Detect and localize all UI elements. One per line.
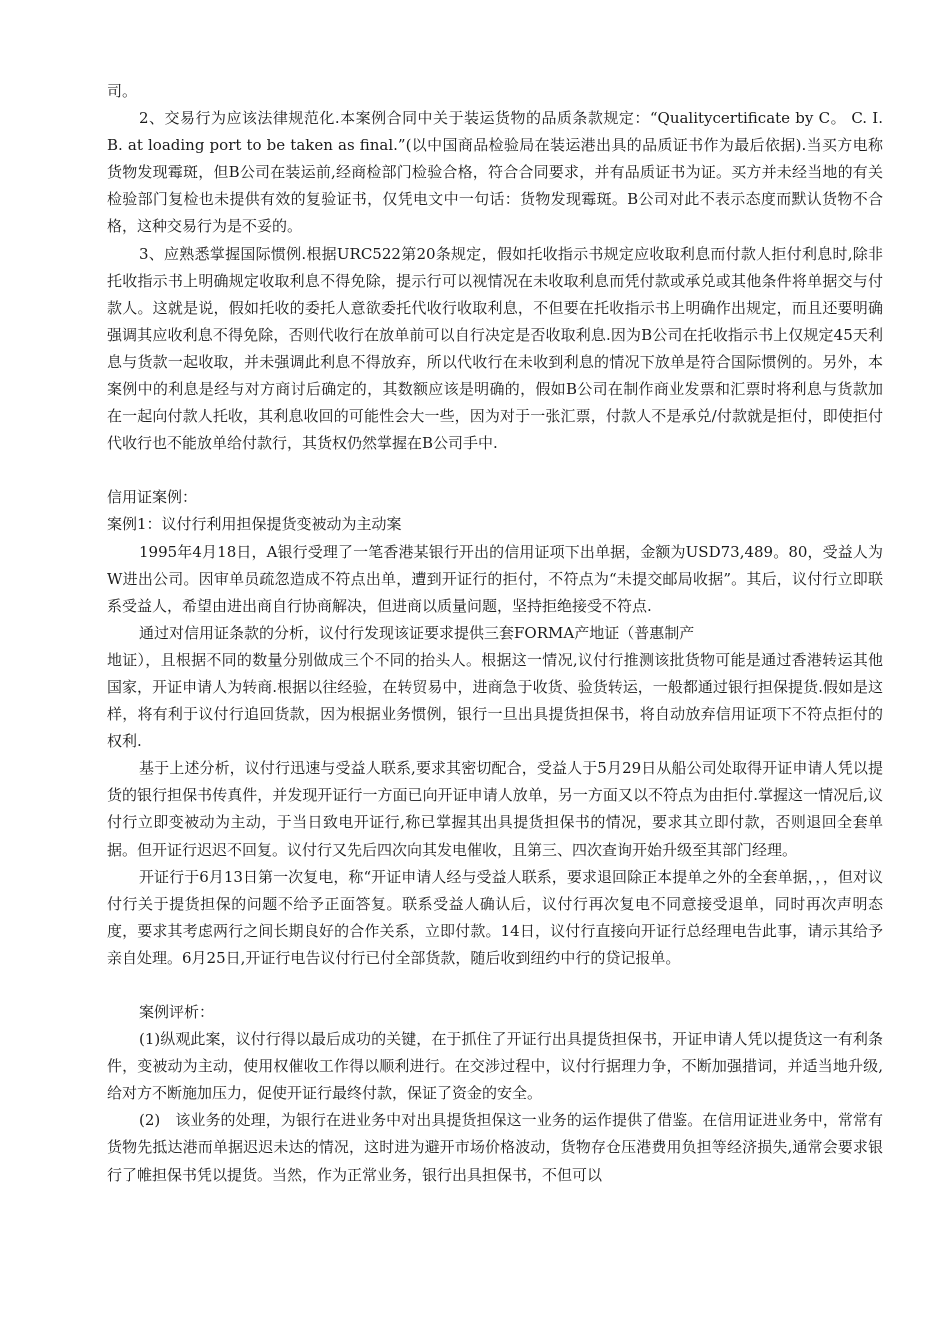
paragraph-case-intro: 1995年4月18日，A银行受理了一笔香港某银行开出的信用证项下出单据，金额为USD73,489。80，受益人为W进出公司。因审单员疏忽造成不符点出单，遭到开证行的拒付，不符点为“未提交邮局收据”。其后，议付行立即联系受益人，希望由进出商自行协商解决，但进商以质量问题，坚持拒绝接受不符点.	[107, 542, 883, 615]
spacer	[107, 457, 883, 484]
paragraph-action: 基于上述分析，议付行迅速与受益人联系,要求其密切配合，受益人于5月29日从船公司处取得开证申请人凭以提货的银行担保书传真件，并发现开证行一方面已向开证申请人放单，另一方面又以不符点为由拒付.掌握这一情况后,议付行立即变被动为主动，于当日致电开证行,称已掌握其出具提货担保书的情况，要求其立即付款，否则退回全套单据。但开证行迟迟不回复。议付行又先后四次向其发电催收，且第三、四次查询开始升级至其部门经理。	[107, 759, 883, 859]
paragraph-point-3: 3、应熟悉掌握国际惯例.根据URC522第20条规定，假如托收指示书规定应收取利息而付款人拒付利息时,除非托收指示书上明确规定收取利息不得免除，提示行可以视情况在未收取利息而凭付款或承兑或其他条件将单据交与付款人。这就是说，假如托收的委托人意欲委托代收行收取利息，不但要在托收指示书上明确作出规定，而且还要明确强调其应收利息不得免除，否则代收行在放单前可以自行决定是否收取利息.因为B公司在托收指示书上仅规定45天利息与货款一起收取，并未强调此利息不得放弃，所以代收行在未收到利息的情况下放单是符合国际惯例的。另外，本案例中的利息是经与对方商讨后确定的，其数额应该是明确的，假如B公司在制作商业发票和汇票时将利息与货款加在一起向付款人托收，其利息收回的可能性会大一些，因为对于一张汇票，付款人不是承兑/付款就是拒付，即使拒付代收行也不能放单给付款行，其货权仍然掌握在B公司手中.	[107, 244, 883, 453]
paragraph-point-2: 2、交易行为应该法律规范化.本案例合同中关于装运货物的品质条款规定：“Qualitycertificate by C。 C. I. B. at loading port to be taken as final.”(以中国商品检验局在装运港出具的品质证书作为最后依据).当买方电称货物发现霉斑，但B公司在装运前,经商检部门检验合格，符合合同要求，并有品质证书为证。买方并未经当地的有关检验部门复检也未提供有效的复验证书，仅凭电文中一句话：货物发现霉斑。B公司对此不表示态度而默认货物不合格，这种交易行为是不妥的。	[107, 109, 883, 236]
analysis-title: 案例评析：	[139, 1003, 215, 1021]
paragraph-outcome: 开证行于6月13日第一次复电，称“开证申请人经与受益人联系，要求退回除正本提单之外的全套单据，，，但对议付行关于提货担保的问题不给予正面答复。联系受益人确认后，议付行再次复电不同意接受退单，同时再次声明态度，要求其考虑两行之间长期良好的合作关系，立即付款。14日，议付行直接向开证行总经理电告此事，请示其给予亲自处理。6月25日,开证行电告议付行已付全部货款，随后收到纽约中行的贷记报单。	[107, 867, 883, 967]
document-page	[107, 78, 883, 1189]
case-title: 案例1：议付行利用担保提货变被动为主动案	[107, 515, 402, 534]
section-heading: 信用证案例：	[107, 488, 198, 507]
paragraph-analysis-cont: 地证），且根据不同的数量分别做成三个不同的抬头人。根据这一情况,议付行推测该批货物可能是通过香港转运其他国家，开证申请人为转商.根据以往经验，在转贸易中，进商急于收货、验货转运，一般都通过银行担保提货.假如是这样，将有利于议付行追回货款，因为根据业务惯例，银行一旦出具提货担保书，将自动放弃信用证项下不符点拒付的权利.	[107, 650, 883, 751]
spacer	[107, 972, 883, 999]
analysis-point-1: (1)纵观此案，议付行得以最后成功的关键，在于抓住了开证行出具提货担保书，开证申请人凭以提货这一有利条件，变被动为主动，使用权催收工作得以顺利进行。在交涉过程中，议付行据理力争，不断加强措词，并适当地升级,给对方不断施加压力，促使开证行最终付款，保证了资金的安全。	[107, 1030, 883, 1103]
paragraph-analysis-start: 通过对信用证条款的分析，议付行发现该证要求提供三套FORMA产地证（普惠制产	[139, 623, 695, 642]
analysis-point-2: (2) 该业务的处理，为银行在进业务中对出具提货担保这一业务的运作提供了借鉴。在信用证进业务中，常常有货物先抵达港而单据迟迟未达的情况，这时进为避开市场价格波动，货物存仓压港费用负担等经济损失,通常会要求银行了帷担保书凭以提货。当然，作为正常业务，银行出具担保书，不但可以	[107, 1111, 883, 1184]
paragraph-continuation: 司。	[107, 82, 138, 100]
